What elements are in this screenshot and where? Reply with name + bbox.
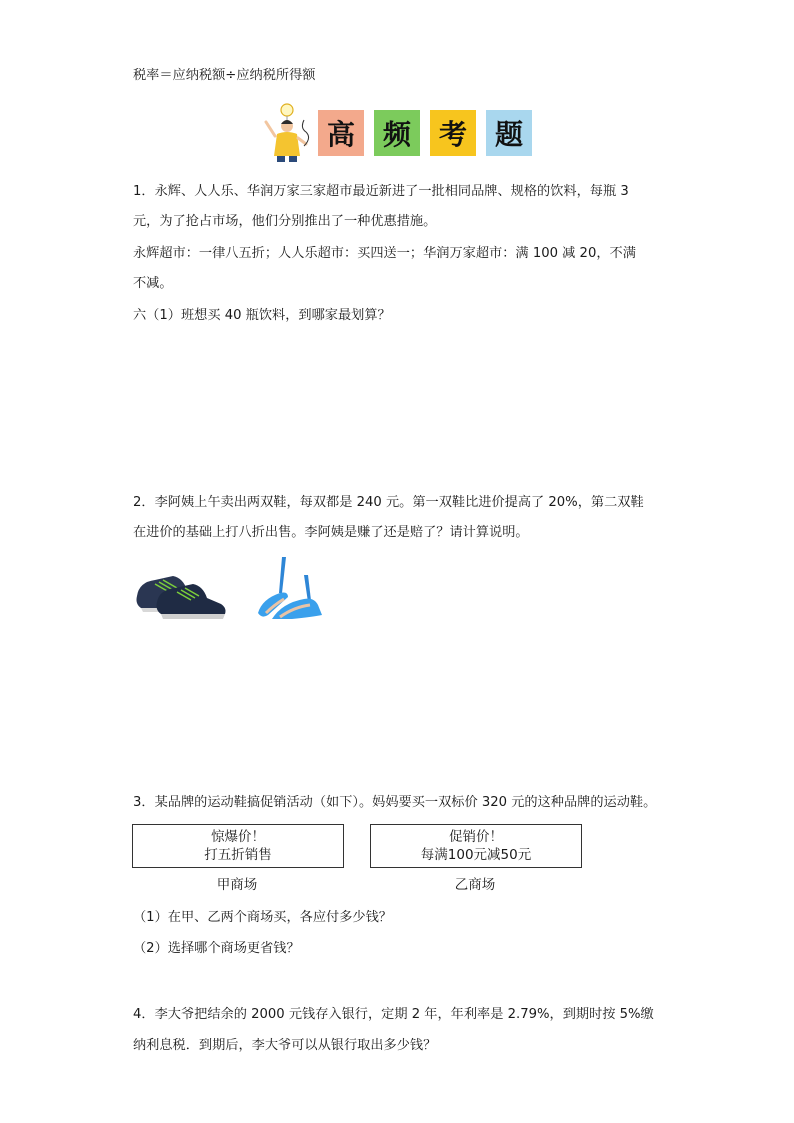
q1-line-4: 不减。 <box>133 276 173 291</box>
promo-box-mall-b <box>370 824 582 868</box>
banner-tile-char: 频 <box>382 118 411 151</box>
q3-sub-2: （2）选择哪个商场更省钱？ <box>133 941 300 956</box>
banner-tile-kao <box>430 110 476 156</box>
q2-line-1: 2．李阿姨上午卖出两双鞋，每双都是 240 元。第一双鞋比进价提高了 20%，第二双鞋 <box>133 495 644 510</box>
mall-b-label: 乙商场 <box>454 877 496 893</box>
promo-box-mall-a <box>132 824 344 868</box>
banner-tile-pin <box>374 110 420 156</box>
promo-box-title: 惊爆价！ <box>211 829 265 845</box>
banner-tile-char: 考 <box>438 118 467 151</box>
banner-tile-char: 题 <box>494 118 523 151</box>
formula-text: 税率＝应纳税额÷应纳税所得额 <box>133 68 316 83</box>
q2-line-2: 在进价的基础上打八折出售。李阿姨是赚了还是赔了？请计算说明。 <box>133 525 529 540</box>
q1-line-2: 元，为了抢占市场，他们分别推出了一种优惠措施。 <box>133 214 437 229</box>
high-heels-illustration <box>252 553 328 623</box>
promo-box-text: 打五折销售 <box>204 847 272 863</box>
banner-tile-gao <box>318 110 364 156</box>
q3-line-1: 3．某品牌的运动鞋搞促销活动（如下）。妈妈要买一双标价 320 元的这种品牌的运动鞋。 <box>133 795 657 810</box>
q1-line-1: 1．永辉、人人乐、华润万家三家超市最近新进了一批相同品牌、规格的饮料，每瓶 3 <box>133 184 629 199</box>
banner-tile-ti <box>486 110 532 156</box>
q1-line-3: 永辉超市：一律八五折；人人乐超市：买四送一；华润万家超市：满 100 减 20，不满 <box>133 246 636 261</box>
sneakers-illustration <box>133 562 229 622</box>
thinking-person-illustration <box>260 102 318 164</box>
q4-line-2: 纳利息税．到期后，李大爷可以从银行取出多少钱？ <box>133 1038 437 1053</box>
banner-tile-char: 高 <box>326 118 355 151</box>
q3-sub-1: （1）在甲、乙两个商场买，各应付多少钱？ <box>133 910 392 925</box>
promo-box-text: 每满100元减50元 <box>420 847 532 863</box>
mall-a-label: 甲商场 <box>216 877 258 893</box>
promo-box-title: 促销价！ <box>449 829 503 845</box>
q1-line-5: 六（1）班想买 40 瓶饮料，到哪家最划算？ <box>133 308 391 323</box>
q4-line-1: 4．李大爷把结余的 2000 元钱存入银行，定期 2 年，年利率是 2.79%，到期时按 5%缴 <box>133 1007 654 1022</box>
